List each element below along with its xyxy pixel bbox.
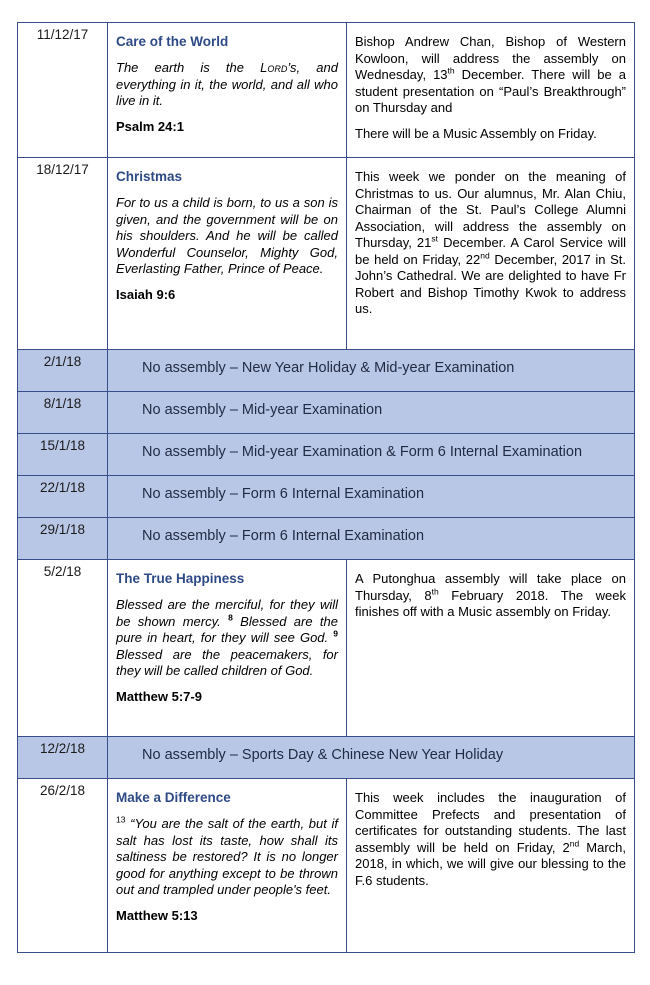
verse-reference: Matthew 5:13 xyxy=(116,907,198,923)
bible-verse: Blessed are the merciful, for they will be shown mercy. $^8$ Blessed are the pure in heart, for they will see God. $^9$ Blessed are the peacemakers, for they will be called children of God. xyxy=(116,597,338,678)
theme-title: Make a Difference xyxy=(116,790,231,805)
verse-reference: Matthew 5:7-9 xyxy=(116,688,202,704)
no-assembly-cell xyxy=(108,476,635,518)
date-cell: 8/1/18 xyxy=(18,392,108,434)
bible-verse: $^{13}$ “You are the salt of the earth, but if salt has lost its taste, how shall its saltiness be restored? It is no longer good for anything except to be thrown out and trampled under people's feet. xyxy=(116,814,338,897)
bible-verse: The earth is the Lord’s, and everything in it, the world, and all who live in it. xyxy=(116,60,338,108)
notes-paragraph: Bishop Andrew Chan, Bishop of Western Kowloon, will address the assembly on Wednesday, 13th December. There will be a student presentation on “Paul’s Breakthrough” on Thursday and xyxy=(355,34,626,115)
theme-title: Christmas xyxy=(116,169,183,184)
bible-verse: For to us a child is born, to us a son is given, and the government will be on his shoulders. And he will be called Wonderful Counselor, Mighty God, Everlasting Father, Prince of Peace. xyxy=(116,195,338,276)
notes-paragraph: There will be a Music Assembly on Friday. xyxy=(355,125,597,141)
theme-title: Care of the World xyxy=(116,34,229,49)
no-assembly-text: No assembly – Mid-year Examination & Form 6 Internal Examination xyxy=(142,444,583,460)
notes-paragraph: A Putonghua assembly will take place on Thursday, 8th February 2018. The week finishes off with a Music assembly on Friday. xyxy=(355,571,626,619)
no-assembly-text: No assembly – Sports Day & Chinese New Year Holiday xyxy=(142,747,504,763)
no-assembly-text: No assembly – Form 6 Internal Examination xyxy=(142,528,425,544)
date-cell: 5/2/18 xyxy=(18,560,108,737)
verse-reference: Isaiah 9:6 xyxy=(116,286,176,302)
theme-cell xyxy=(108,779,347,953)
no-assembly-cell xyxy=(108,350,635,392)
theme-cell xyxy=(108,560,347,737)
date-cell: 12/2/18 xyxy=(18,737,108,779)
table-row xyxy=(18,737,635,779)
notes-paragraph: This week includes the inauguration of Committee Prefects and presentation of certificates for outstanding students. The last assembly will be held on Friday, 2nd March, 2018, in which, we will give our blessing to the F.6 students. xyxy=(355,790,626,888)
notes-cell xyxy=(347,779,635,953)
table-row xyxy=(18,23,635,158)
date-cell: 11/12/17 xyxy=(18,23,108,158)
table-row xyxy=(18,476,635,518)
table-row xyxy=(18,518,635,560)
notes-cell xyxy=(347,560,635,737)
theme-cell xyxy=(108,23,347,158)
notes-cell xyxy=(347,158,635,350)
date-cell: 2/1/18 xyxy=(18,350,108,392)
theme-title: The True Happiness xyxy=(116,571,245,586)
verse-reference: Psalm 24:1 xyxy=(116,118,184,134)
table-row xyxy=(18,434,635,476)
date-cell: 26/2/18 xyxy=(18,779,108,953)
table-row xyxy=(18,392,635,434)
no-assembly-cell xyxy=(108,434,635,476)
no-assembly-text: No assembly – Mid-year Examination xyxy=(142,402,383,418)
assembly-schedule-table xyxy=(17,22,635,953)
table-row xyxy=(18,560,635,737)
theme-cell xyxy=(108,158,347,350)
no-assembly-cell xyxy=(108,518,635,560)
no-assembly-cell xyxy=(108,737,635,779)
notes-cell xyxy=(347,23,635,158)
no-assembly-text: No assembly – Form 6 Internal Examination xyxy=(142,486,425,502)
table-row xyxy=(18,779,635,953)
no-assembly-text: No assembly – New Year Holiday & Mid-year Examination xyxy=(142,360,515,376)
notes-paragraph: This week we ponder on the meaning of Christmas to us. Our alumnus, Mr. Alan Chiu, Chairman of the St. Paul’s College Alumni Association, will address the assembly on Thursday, 21st December. A Carol Service will be held on Friday, 22nd December, 2017 in St. John’s Cathedral. We are delighted to have Fr Robert and Bishop Timothy Kwok to address us. xyxy=(355,169,626,316)
date-cell: 29/1/18 xyxy=(18,518,108,560)
table-row xyxy=(18,158,635,350)
no-assembly-cell xyxy=(108,392,635,434)
date-cell: 15/1/18 xyxy=(18,434,108,476)
table-row xyxy=(18,350,635,392)
date-cell: 18/12/17 xyxy=(18,158,108,350)
date-cell: 22/1/18 xyxy=(18,476,108,518)
